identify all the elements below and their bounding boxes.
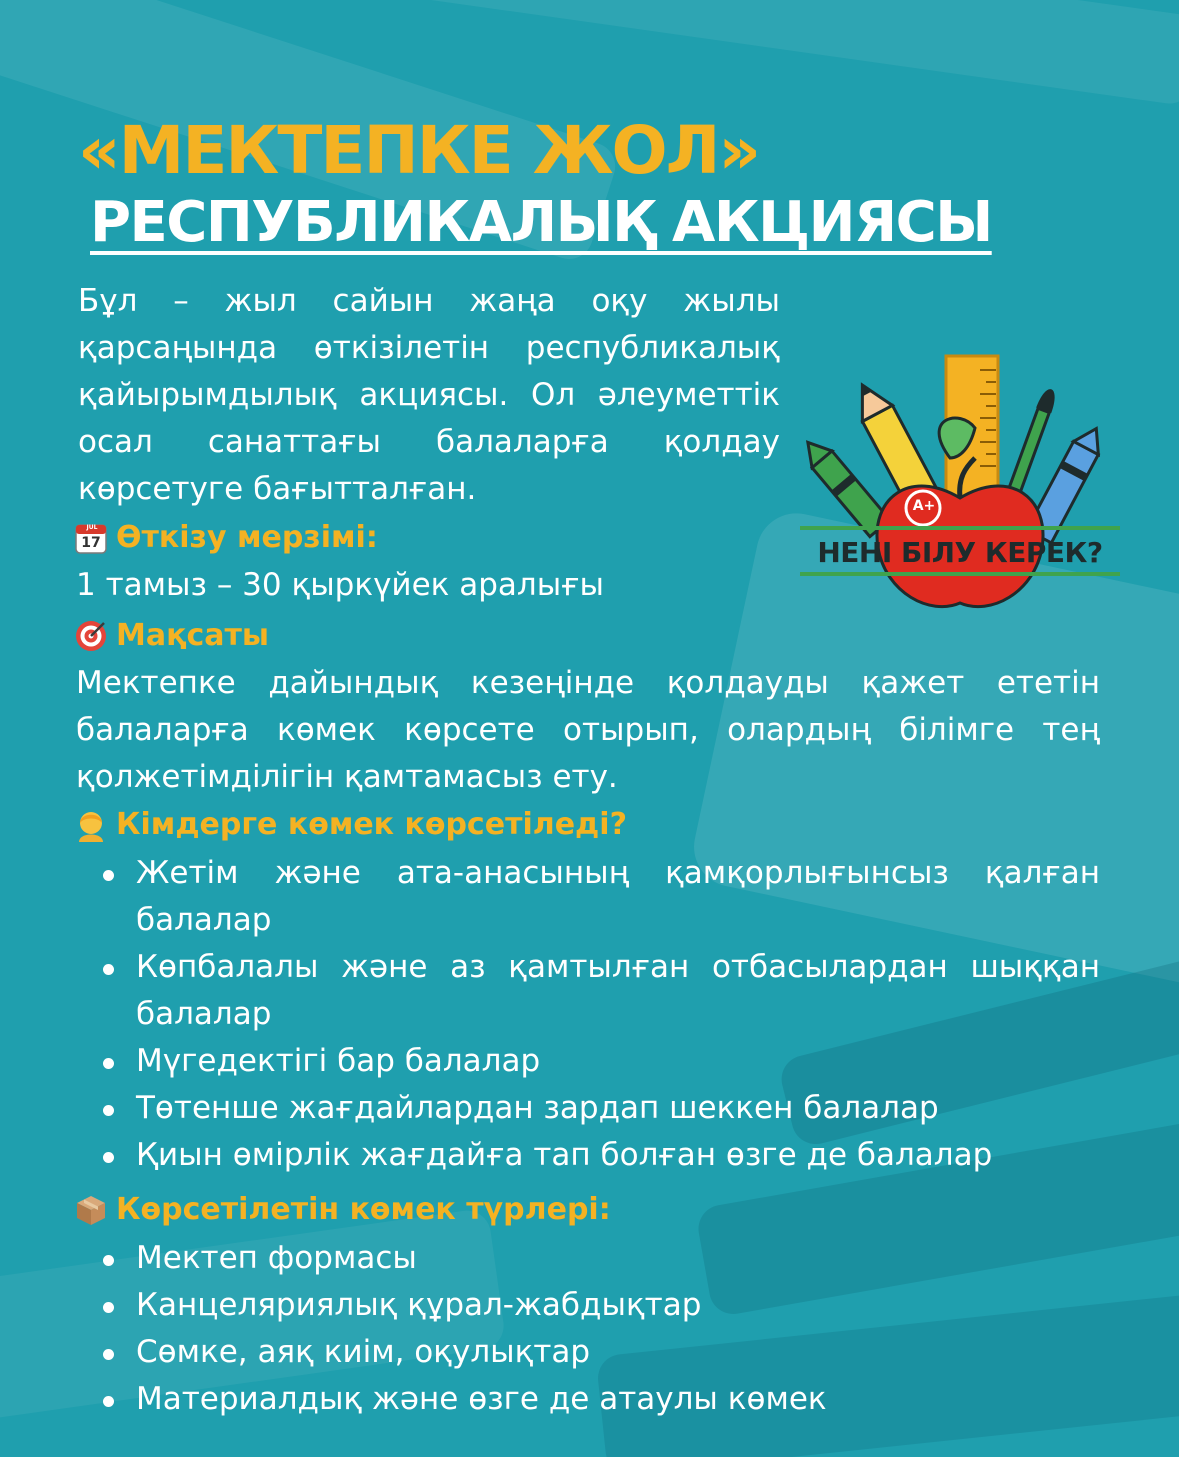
list-item: Материалдық және өзге де атаулы көмек xyxy=(100,1376,1000,1423)
target-icon xyxy=(74,619,108,653)
goal-heading-label: Мақсаты xyxy=(116,618,270,653)
beneficiaries-heading xyxy=(74,807,627,842)
title-line2: РЕСПУБЛИКАЛЫҚ АКЦИЯСЫ xyxy=(90,190,992,255)
list-item: Жетім және ата-анасының қамқорлығынсыз қалған балалар xyxy=(100,850,1100,944)
calendar-month: JUL xyxy=(86,524,98,531)
aid-types-list xyxy=(100,1235,1000,1423)
beneficiaries-list xyxy=(100,850,1100,1179)
logo-text: НЕНІ БІЛУ КЕРЕК? xyxy=(817,536,1103,569)
period-heading-label: Өткізу мерзімі: xyxy=(116,520,378,555)
person-icon xyxy=(74,808,108,842)
list-item: Сөмке, аяқ киім, оқулықтар xyxy=(100,1329,1000,1376)
intro-text: Бұл – жыл сайын жаңа оқу жылы қарсаңында өткізілетін республикалық қайырымдылық акциясы. Ол әлеуметтік осал санаттағы балаларға қолдау көрсетуге бағытталған. xyxy=(78,283,780,507)
aid-types-heading xyxy=(74,1192,611,1227)
list-item: Мүгедектігі бар балалар xyxy=(100,1038,1100,1085)
goal-text: Мектепке дайындық кезеңінде қолдауды қажет ететін балаларға көмек көрсете отырып, олардың білімге тең қолжетімділігін қамтамасыз ету. xyxy=(76,665,1100,795)
calendar-day: 17 xyxy=(81,535,101,551)
beneficiaries-heading-label: Кімдерге көмек көрсетіледі? xyxy=(116,807,627,842)
list-item: Төтенше жағдайлардан зардап шеккен балалар xyxy=(100,1085,1100,1132)
list-item: Канцеляриялық құрал-жабдықтар xyxy=(100,1282,1000,1329)
list-item: Көпбалалы және аз қамтылған отбасылардан шыққан балалар xyxy=(100,944,1100,1038)
aid-types-heading-label: Көрсетілетін көмек түрлері: xyxy=(116,1192,611,1227)
list-item: Мектеп формасы xyxy=(100,1235,1000,1282)
period-value: 1 тамыз – 30 қыркүйек аралығы xyxy=(76,567,604,603)
logo-badge: A+ xyxy=(912,498,936,514)
logo-illustration xyxy=(800,348,1120,618)
package-icon xyxy=(74,1193,108,1227)
list-item: Қиын өмірлік жағдайға тап болған өзге де балалар xyxy=(100,1132,1100,1179)
school-supplies-logo xyxy=(800,348,1120,618)
period-heading xyxy=(74,520,378,555)
title-line1: «МЕКТЕПКЕ ЖОЛ» xyxy=(78,112,760,189)
goal-heading xyxy=(74,618,269,653)
